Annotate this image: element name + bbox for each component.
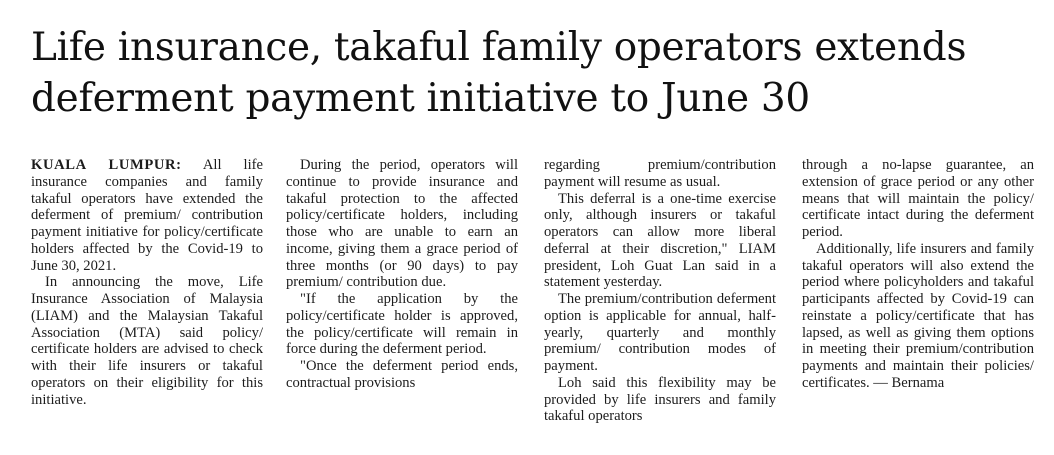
article-paragraph	[31, 157, 263, 274]
article-column-1	[31, 157, 263, 408]
headline-line-2: deferment payment initiative to June 30	[31, 76, 810, 121]
article-paragraph: regarding premium/contribution payment will resume as usual.	[544, 157, 776, 190]
article-paragraph: "Once the deferment period ends, contractual provisions	[286, 358, 518, 391]
article-column-3	[544, 157, 776, 425]
article-paragraph: Additionally, life insurers and family takaful operators will also extend the period where policyholders and takaful participants affected by Covid-19 can reinstate a policy/certificate that has lapsed, as well as giving them options in meeting their premium/contribution payments and maintain their policies/ certificates. — Bernama	[802, 240, 1034, 391]
article-column-2	[286, 157, 518, 392]
paragraph-text: All life insurance companies and family takaful operators have extended the deferment of premium/ contribution payment initiative for policy/certificate holders affected by the Covid-19 to June 30, 2021.	[31, 157, 264, 274]
headline-line-1: Life insurance, takaful family operators extends	[31, 25, 967, 70]
article-paragraph: In announcing the move, Life Insurance Association of Malaysia (LIAM) and the Malaysian Takaful Association (MTA) said policy/ certificate holders are advised to check with their life insurers or takaful operators on their eligibility for this initiative.	[31, 274, 263, 408]
dateline: KUALA LUMPUR:	[31, 157, 182, 173]
article-paragraph: During the period, operators will continue to provide insurance and takaful protection to the affected policy/certificate holders, including those who are unable to earn an income, giving them a grace period of three months (or 90 days) to pay premium/ contribution due.	[286, 157, 518, 291]
article-paragraph: This deferral is a one-time exercise only, although insurers or takaful operators can allow more liberal deferral at their discretion," LIAM president, Loh Guat Lan said in a statement yesterday.	[544, 190, 776, 291]
article-paragraph: The premium/contribution deferment option is applicable for annual, half-yearly, quarterly and monthly premium/ contribution modes of payment.	[544, 291, 776, 374]
article-headline	[31, 22, 1031, 124]
article-body	[31, 157, 1034, 449]
article-paragraph: Loh said this flexibility may be provided by life insurers and family takaful operators	[544, 374, 776, 425]
article-paragraph: "If the application by the policy/certificate holder is approved, the policy/certificate will remain in force during the deferment period.	[286, 291, 518, 358]
article-paragraph: through a no-lapse guarantee, an extension of grace period or any other means that will maintain the policy/ certificate intact during the deferment period.	[802, 157, 1034, 240]
article-column-4	[802, 157, 1034, 392]
